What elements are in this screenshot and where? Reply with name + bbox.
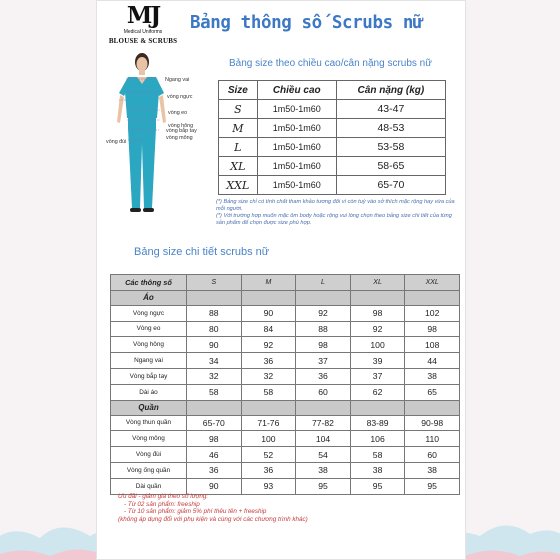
table-row — [111, 431, 460, 447]
value-cell: 88 — [296, 321, 351, 337]
height-cell: 1m50-1m60 — [257, 157, 336, 176]
value-cell: 52 — [241, 447, 296, 463]
weight-cell: 58-65 — [336, 157, 445, 176]
figure-label-upper-arm: vòng bắp tay — [166, 128, 197, 134]
column-header-size: XXL — [405, 275, 460, 291]
logo-subtitle: Medical Uniforms — [123, 29, 163, 35]
value-cell: 102 — [405, 305, 460, 321]
height-weight-table — [218, 80, 446, 195]
column-header-weight: Cân nặng (kg) — [336, 81, 445, 100]
table-row — [111, 305, 460, 321]
value-cell: 95 — [296, 478, 351, 494]
weight-cell: 43-47 — [336, 100, 445, 119]
value-cell: 110 — [405, 431, 460, 447]
value-cell: 92 — [350, 321, 405, 337]
value-cell: 77-82 — [296, 415, 351, 431]
value-cell: 54 — [296, 447, 351, 463]
weight-cell: 65-70 — [336, 176, 445, 195]
table-row — [219, 138, 446, 157]
column-header-size: Size — [219, 81, 258, 100]
figure-label-seat: vòng mông — [166, 135, 193, 141]
note-line: (*) Với trường hợp muốn mặc ôm body hoặc rộng vui lòng chọn theo bảng size chi tiết của từng sản phẩm để chọn được size phù hợp. — [216, 213, 452, 226]
section-label: Áo — [111, 290, 187, 305]
logo-tagline: BLOUSE & SCRUBS — [108, 37, 178, 45]
column-header-params: Các thông số — [111, 275, 187, 291]
value-cell: 88 — [187, 305, 242, 321]
note-line: (*) Bảng size chỉ có tính chất tham khảo tương đối vì còn tuỳ vào sở thích mặc rộng hay vừa của mỗi người. — [216, 199, 455, 212]
page-title: Bảng thông số Scrubs nữ — [190, 13, 424, 33]
brand-logo — [108, 2, 178, 45]
value-cell: 38 — [405, 462, 460, 478]
value-cell: 58 — [241, 384, 296, 400]
height-weight-title: Bảng size theo chiều cao/cân nặng scrubs nữ — [229, 58, 432, 69]
section-row-pants — [111, 400, 460, 415]
value-cell: 36 — [241, 353, 296, 369]
section-label: Quần — [111, 400, 187, 415]
value-cell: 71-76 — [241, 415, 296, 431]
value-cell: 98 — [405, 321, 460, 337]
value-cell: 98 — [187, 431, 242, 447]
value-cell: 90-98 — [405, 415, 460, 431]
row-label: Vòng thun quần — [111, 415, 187, 431]
row-label: Dài áo — [111, 384, 187, 400]
value-cell: 32 — [241, 368, 296, 384]
table-row — [219, 119, 446, 138]
column-header-size: M — [241, 275, 296, 291]
row-label: Dài quần — [111, 478, 187, 494]
row-label: Vòng ngực — [111, 305, 187, 321]
table-row — [219, 157, 446, 176]
value-cell: 60 — [296, 384, 351, 400]
weight-cell: 53-58 — [336, 138, 445, 157]
figure-label-waist: vòng eo — [168, 110, 188, 116]
height-cell: 1m50-1m60 — [257, 119, 336, 138]
row-label: Vòng mông — [111, 431, 187, 447]
figure-label-shoulder: Ngang vai — [165, 77, 190, 83]
height-cell: 1m50-1m60 — [257, 138, 336, 157]
value-cell: 106 — [350, 431, 405, 447]
size-cell: S — [219, 100, 258, 119]
row-label: Vòng hông — [111, 337, 187, 353]
detail-size-table — [110, 274, 460, 495]
column-header-size: S — [187, 275, 242, 291]
value-cell: 38 — [296, 462, 351, 478]
value-cell: 92 — [296, 305, 351, 321]
value-cell: 34 — [187, 353, 242, 369]
detail-table-title: Bảng size chi tiết scrubs nữ — [134, 246, 270, 258]
table-row — [111, 415, 460, 431]
value-cell: 44 — [405, 353, 460, 369]
figure-label-thigh: vòng đùi — [106, 139, 127, 145]
table-row — [111, 384, 460, 400]
column-header-height: Chiều cao — [257, 81, 336, 100]
weight-cell: 48-53 — [336, 119, 445, 138]
value-cell: 58 — [350, 447, 405, 463]
table-row — [219, 100, 446, 119]
value-cell: 60 — [405, 447, 460, 463]
table-row — [111, 321, 460, 337]
size-cell: M — [219, 119, 258, 138]
promo-item: - Từ 02 sản phẩm: freeship — [124, 500, 200, 508]
promo-footnote: (không áp dụng đổi với phụ kiện và cùng với các chương trình khác) — [118, 515, 308, 523]
figure-label-hip: vòng hông — [168, 123, 194, 129]
value-cell: 36 — [187, 462, 242, 478]
value-cell: 62 — [350, 384, 405, 400]
column-header-size: XL — [350, 275, 405, 291]
logo-mark: MJ — [126, 2, 160, 29]
value-cell: 95 — [350, 478, 405, 494]
table-header-row — [111, 275, 460, 291]
value-cell: 90 — [187, 337, 242, 353]
value-cell: 38 — [405, 368, 460, 384]
value-cell: 37 — [296, 353, 351, 369]
row-label: Vòng eo — [111, 321, 187, 337]
value-cell: 90 — [187, 478, 242, 494]
value-cell: 32 — [187, 368, 242, 384]
value-cell: 90 — [241, 305, 296, 321]
promo-list — [118, 501, 368, 516]
value-cell: 58 — [187, 384, 242, 400]
table-row — [111, 353, 460, 369]
value-cell: 37 — [350, 368, 405, 384]
table-row — [111, 368, 460, 384]
table-row — [111, 478, 460, 494]
value-cell: 80 — [187, 321, 242, 337]
size-notes — [216, 199, 458, 227]
row-label: Ngang vai — [111, 353, 187, 369]
size-cell: L — [219, 138, 258, 157]
size-cell: XL — [219, 157, 258, 176]
figure-label-bust: vòng ngực — [167, 94, 193, 100]
height-cell: 1m50-1m60 — [257, 176, 336, 195]
value-cell: 39 — [350, 353, 405, 369]
table-row — [219, 176, 446, 195]
value-cell: 100 — [241, 431, 296, 447]
value-cell: 95 — [405, 478, 460, 494]
promo-item: - Từ 10 sản phẩm: giảm 5% phí thêu tên + freeship — [124, 508, 267, 516]
value-cell: 93 — [241, 478, 296, 494]
row-label: Vòng đùi — [111, 447, 187, 463]
value-cell: 84 — [241, 321, 296, 337]
table-row — [111, 447, 460, 463]
value-cell: 98 — [350, 305, 405, 321]
value-cell: 92 — [241, 337, 296, 353]
value-cell: 98 — [296, 337, 351, 353]
value-cell: 36 — [241, 462, 296, 478]
value-cell: 36 — [296, 368, 351, 384]
value-cell: 65 — [405, 384, 460, 400]
value-cell: 46 — [187, 447, 242, 463]
value-cell: 108 — [405, 337, 460, 353]
promo-block — [118, 493, 368, 523]
column-header-size: L — [296, 275, 351, 291]
value-cell: 83-89 — [350, 415, 405, 431]
promo-heading: Ưu đãi - giảm giá theo số lượng: — [118, 493, 209, 500]
table-header-row — [219, 81, 446, 100]
table-row — [111, 337, 460, 353]
value-cell: 65-70 — [187, 415, 242, 431]
size-cell: XXL — [219, 176, 258, 195]
table-row — [111, 462, 460, 478]
value-cell: 104 — [296, 431, 351, 447]
section-row-top — [111, 290, 460, 305]
height-cell: 1m50-1m60 — [257, 100, 336, 119]
value-cell: 100 — [350, 337, 405, 353]
row-label: Vòng ống quần — [111, 462, 187, 478]
value-cell: 38 — [350, 462, 405, 478]
row-label: Vòng bắp tay — [111, 368, 187, 384]
